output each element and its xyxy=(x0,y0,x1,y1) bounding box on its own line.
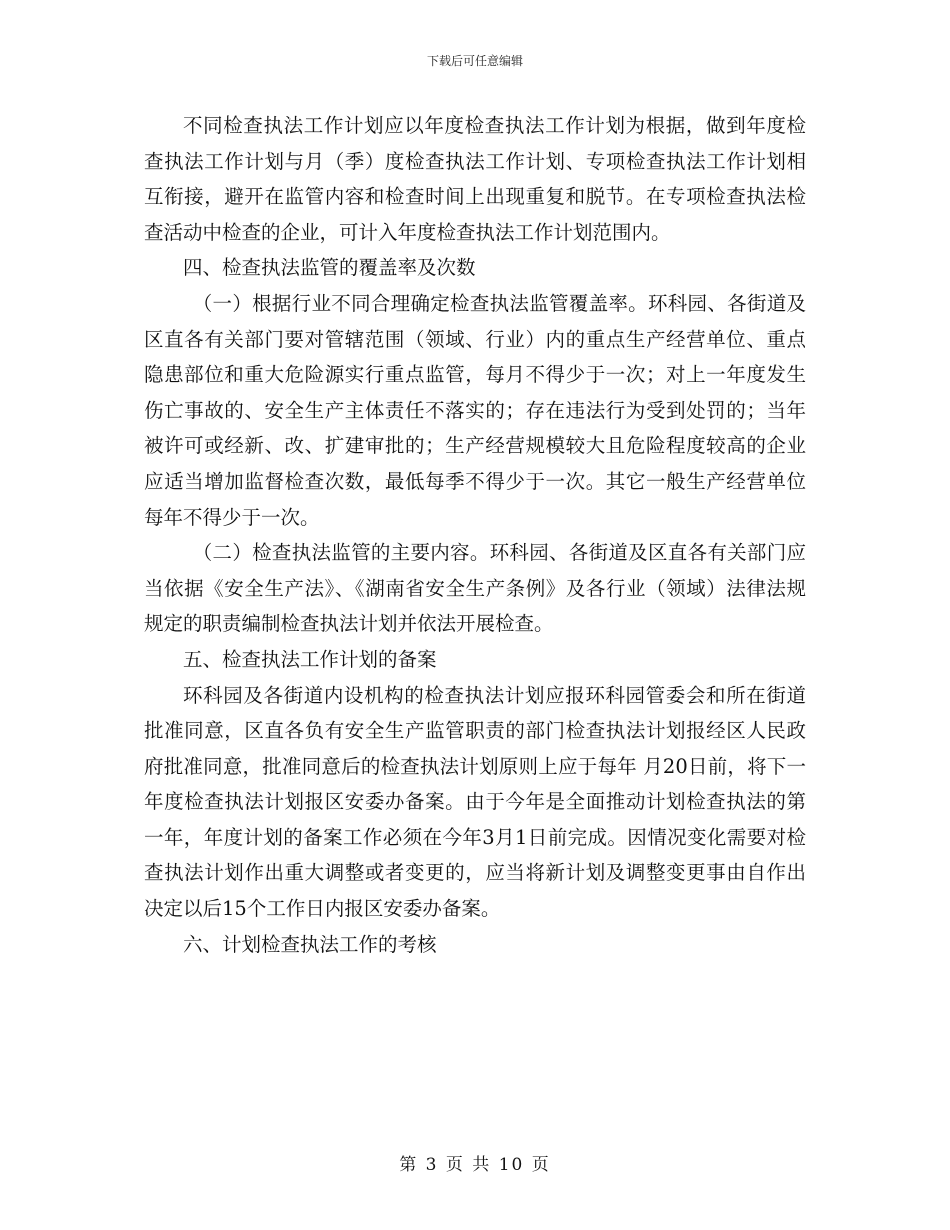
section-heading-assessment: 六、计划检查执法工作的考核 xyxy=(183,932,437,956)
document-body xyxy=(144,108,806,962)
paragraph-main-content: （二）检查执法监管的主要内容。环科园、各街道及区直各有关部门应当依据《安全生产法》、《湖南省安全生产条例》及各行业（领域）法律法规规定的职责编制检查执法计划并依法开展检查。 xyxy=(144,541,806,636)
paragraph-coverage-rate: （一）根据行业不同合理确定检查执法监管覆盖率。环科园、各街道及区直各有关部门要对管辖范围（领域、行业）内的重点生产经营单位、重点隐患部位和重大危险源实行重点监管，每月不得少于一次；对上一年度发生伤亡事故的、安全生产主体责任不落实的；存在违法行为受到处罚的；当年被许可或经新、改、扩建审批的；生产经营规模较大且危险程度较高的企业应适当增加监督检查次数，最低每季不得少于一次。其它一般生产经营单位每年不得少于一次。 xyxy=(144,291,806,529)
page-number-footer: 第 3 页 共 10 页 xyxy=(399,1155,551,1175)
section-heading-coverage: 四、检查执法监管的覆盖率及次数 xyxy=(183,256,476,280)
section-heading-filing: 五、检查执法工作计划的备案 xyxy=(183,647,437,671)
paragraph-plan-coordination: 不同检查执法工作计划应以年度检查执法工作计划为根据，做到年度检查执法工作计划与月（季）度检查执法工作计划、专项检查执法工作计划相互衔接，避开在监管内容和检查时间上出现重复和脱节。在专项检查执法检查活动中检查的企业，可计入年度检查执法工作计划范围内。 xyxy=(144,114,806,244)
paragraph-filing-details: 环科园及各街道内设机构的检查执法计划应报环科园管委会和所在街道批准同意，区直各负有安全生产监管职责的部门检查执法计划报经区人民政府批准同意，批准同意后的检查执法计划原则上应于每年 月20日前，将下一年度检查执法计划报区安委办备案。由于今年是全面推动计划检查执法的第一年，年度计划的备案工作必须在今年3月1日前完成。因情况变化需要对检查执法计划作出重大调整或者变更的，应当将新计划及调整变更事由自作出决定以后15个工作日内报区安委办备案。 xyxy=(144,683,806,921)
page-header-note: 下载后可任意编辑 xyxy=(426,54,523,68)
